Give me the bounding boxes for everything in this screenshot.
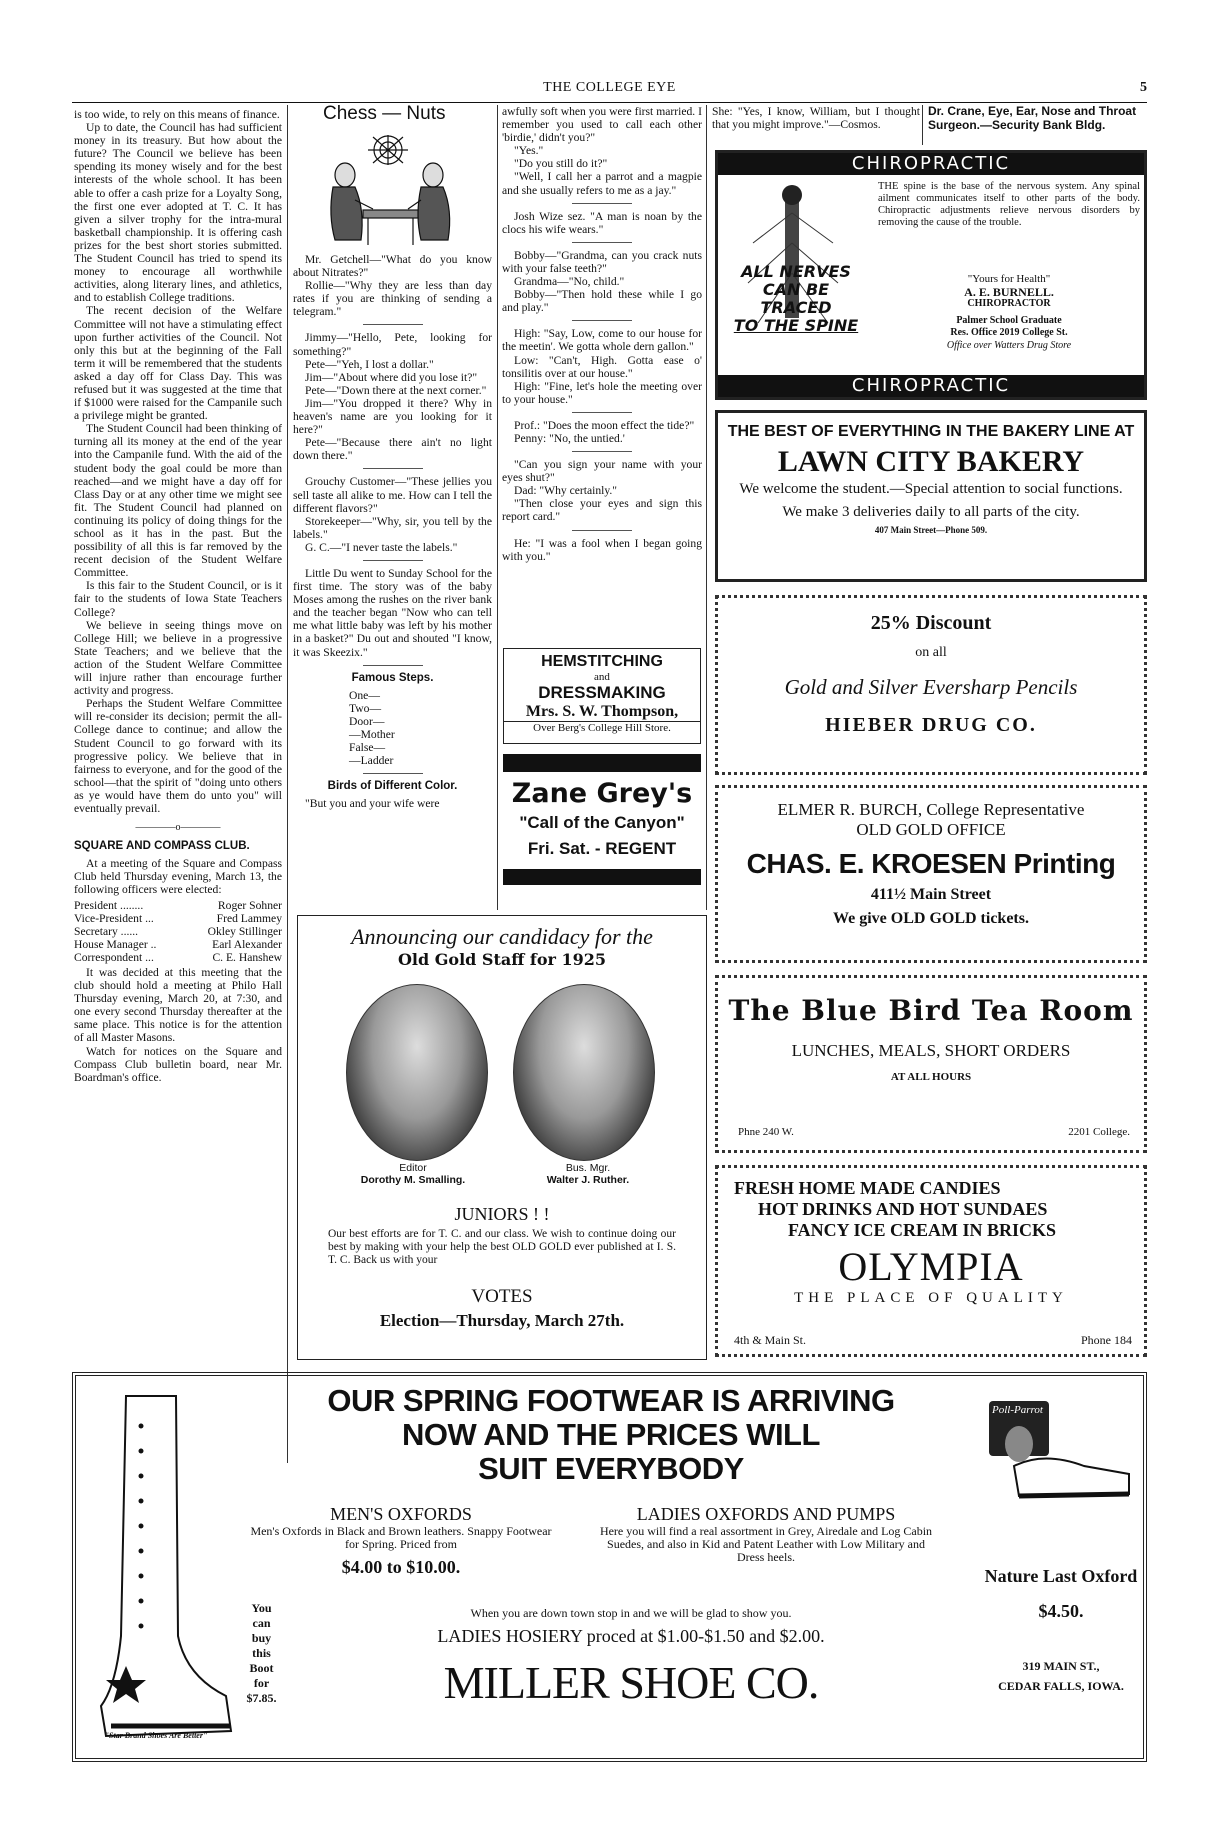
section-heading: Birds of Different Color.	[327, 780, 458, 793]
ad-text: and	[594, 671, 610, 683]
ad-tagline: THE PLACE OF QUALITY	[794, 1290, 1068, 1306]
bakery-name: LAWN CITY BAKERY	[777, 445, 1085, 478]
ad-heading: Old Gold Staff for 1925	[397, 950, 607, 969]
black-bar	[503, 869, 701, 885]
paragraph: The Student Council had been thinking of turning all its money at the end of the year into the Campanile fund. With the aid of the student body the goal could be more than reached—and we might have a day off for Class Day or at any other time we might see fit. The Student Council had planned on continuing its policy of doing things for the school as it has in the past. But the possibility of all this is far removed by the recent decision of the Student Welfare Committee.	[74, 422, 282, 580]
editor-portrait	[346, 984, 488, 1161]
ad-text: AT ALL HOURS	[890, 1071, 972, 1083]
separator: ————o————	[135, 822, 221, 834]
officer-list	[74, 899, 282, 964]
joke-line: awfully soft when you were first married. I remember you used to call each other 'birdie,' didn't you?"	[502, 105, 702, 145]
officer-row: Vice-President ... Fred Lammey	[74, 911, 282, 925]
step-item: False—	[349, 741, 386, 755]
store-name: MILLER SHOE CO.	[443, 1657, 819, 1708]
ad-heading: FANCY ICE CREAM IN BRICKS	[788, 1220, 1057, 1240]
separator	[363, 324, 423, 325]
product: Gold and Silver Eversharp Pencils	[784, 675, 1078, 699]
joke-line: He: "I was a fool when I began going with you."	[502, 536, 702, 563]
ad-body: THE spine is the base of the nervous system. Any spinal ailment communicates itself to other parts of the body. Chiropractic adjustments relieve nervous disorders by removing the cause of the trouble.	[878, 181, 1140, 228]
paragraph: is too wide, to rely on this means of finance.	[74, 108, 280, 121]
paragraph: At a meeting of the Square and Compass Club held Thursday evening, March 13, the following officers were elected:	[74, 857, 282, 897]
step-item: One—	[349, 688, 380, 702]
joke-line: "Well, I call her a parrot and a magpie and she usually refers to me as a jay."	[502, 170, 702, 197]
ad-heading: JUNIORS ! !	[454, 1204, 550, 1224]
joke-line: Pete—"Yeh, I lost a dollar."	[305, 357, 434, 371]
page-header	[72, 80, 1147, 103]
joke-line: Rollie—"Why they are less than day rates if you are thinking of sending a telegram."	[293, 279, 492, 319]
ad-address: 4th & Main St.	[734, 1333, 807, 1347]
ad-text: on all	[915, 645, 947, 660]
ad-heading: Zane Grey's	[511, 778, 693, 809]
kroesen-printing-ad	[715, 785, 1147, 963]
separator	[572, 530, 632, 531]
joke-line: Low: "Can't, High. Gotta ease o' tonsilitis over at our house."	[502, 353, 702, 380]
ad-heading: FRESH HOME MADE CANDIES	[734, 1178, 1001, 1198]
phone: Phne 240 W.	[738, 1126, 794, 1138]
ad-text: OLD GOLD OFFICE	[856, 820, 1006, 839]
store-address: 319 MAIN ST., CEDAR FALLS, IOWA.	[998, 1659, 1124, 1693]
boot-price: You can buy this Boot for $7.85.	[246, 1601, 277, 1705]
joke-line: Bobby—"Grandma, can you crack nuts with your false teeth?"	[502, 248, 702, 275]
practitioner: "Yours for Health" A. E. BURNELL. CHIROPRACTOR Palmer School Graduate Res. Office 2019 College St. Office over Watters Drug Store	[946, 273, 1072, 351]
paragraph: Up to date, the Council has had sufficient money in its treasury. But how about the future? The Council we believe has been spending its money wisely and for the best interests of the whole school. It has been able to offer a cash prize for a Loyalty Song, the first one ever adopted at T. C. It has given a silver trophy for the intra-mural basketball championship. It is offering cash prizes for the best short stories submitted. The Student Council has tried to spend its money to encourage all worthwhile activities, along literary lines, and athletics, and to establish College traditions.	[74, 121, 282, 305]
article-heading: SQUARE AND COMPASS CLUB.	[74, 840, 250, 853]
printer-name: CHAS. E. KROESEN Printing	[746, 848, 1116, 879]
step-item: —Mother	[349, 728, 395, 741]
joke-line: Little Du went to Sunday School for the first time. The story was of the baby Moses among the rushes on the river bank and the teacher began "Now who can tell me what little baby was left by his mother in a basket?" Du out and shouted "I know, it was Skeezix."	[293, 566, 492, 659]
page-number: 5	[1140, 80, 1147, 95]
ad-address: 2201 College.	[1068, 1126, 1130, 1138]
separator	[363, 468, 423, 469]
store-name: HIEBER DRUG CO.	[825, 714, 1037, 736]
separator	[572, 242, 632, 243]
separator	[572, 412, 632, 413]
joke-line: Jimmy—"Hello, Pete, looking for something?"	[293, 331, 492, 358]
column-rule	[287, 105, 288, 1463]
paragraph: The recent decision of the Welfare Committee will not have a stimulating effect upon further activities of the Council. Not only this but at the beginning of the Fall term it will be remembered that the students asked a day off for Class Day. This was refused but it was suggested at the time that if $1000 were raised for the Campanile such a privilege might be granted.	[74, 304, 282, 423]
shoe-name: Nature Last Oxford	[984, 1566, 1138, 1586]
olympia-name: OLYMPIA	[838, 1244, 1024, 1289]
separator	[572, 451, 632, 452]
black-bar	[503, 754, 701, 772]
chess-players-illustration	[293, 105, 492, 253]
hosiery-line: LADIES HOSIERY proced at $1.00-$1.50 and $2.00.	[437, 1626, 825, 1646]
quote-text: She: "Yes, I know, William, but I thought that you might improve."—Cosmos.	[712, 105, 920, 132]
ad-text: We make 3 deliveries daily to all parts of the city.	[782, 504, 1080, 520]
ad-heading: HOT DRINKS AND HOT SUNDAES	[758, 1199, 1048, 1219]
ad-name: Mrs. S. W. Thompson,	[525, 703, 679, 720]
star-brand-slogan: "Star Brand Shoes Are Better"	[104, 1731, 208, 1740]
miller-shoe-ad	[72, 1372, 1147, 1762]
ad-heading: HEMSTITCHING	[541, 653, 663, 670]
joke-line: "Yes."	[514, 144, 544, 158]
section-heading: Famous Steps.	[351, 671, 434, 684]
separator	[363, 560, 423, 561]
joke-line: High: "Fine, let's hole the meeting over to your house."	[502, 379, 702, 406]
ad-text: Our best efforts are for T. C. and our class. We wish to continue doing our best by making with your help the best OLD GOLD ever published at I. S. T. C. Back us with your	[328, 1228, 676, 1266]
brand-logo-text: Poll-Parrot	[992, 1404, 1043, 1416]
officer-row: Secretary ...... Okley Stillinger	[74, 924, 282, 938]
hieber-drug-ad	[715, 595, 1147, 775]
joke-line: Dad: "Why certainly."	[514, 484, 618, 498]
ad-text: When you are down town stop in and we will be glad to show you.	[470, 1606, 792, 1620]
olympia-ad	[715, 1165, 1147, 1357]
ad-text: We give OLD GOLD tickets.	[833, 910, 1029, 927]
discount: 25% Discount	[870, 612, 992, 634]
joke-line: Pete—"Down there at the next corner."	[305, 383, 487, 397]
poll-parrot-illustration	[984, 1396, 1134, 1506]
joke-line: G. C.—"I never taste the labels."	[305, 540, 458, 554]
tea-room-name: The Blue Bird Tea Room	[728, 994, 1134, 1027]
ad-headline: OUR SPRING FOOTWEAR IS ARRIVING NOW AND THE PRICES WILL SUIT EVERYBODY	[327, 1383, 895, 1486]
paragraph: It was decided at this meeting that the club should hold a meeting at Philo Hall Thursday evening, March 20, at 7:30, and one every second Thursday thereafter at the same place. This notice is for the attention of all Master Masons.	[74, 966, 282, 1045]
separator	[572, 203, 632, 204]
joke-line: Storekeeper—"Why, sir, you tell by the labels."	[293, 514, 492, 541]
ad-text: We welcome the student.—Special attention to social functions.	[739, 481, 1123, 497]
ad-text: ELMER R. BURCH, College Representative	[777, 800, 1085, 819]
ad-address: Over Berg's College Hill Store.	[504, 721, 700, 734]
mens-oxfords-section: MEN'S OXFORDS Men's Oxfords in Black and Brown leathers. Snappy Footwear for Spring. Priced from $4.00 to $10.00.	[250, 1504, 552, 1577]
dr-crane-ad: Dr. Crane, Eye, Ear, Nose and Throat Surgeon.—Security Bank Bldg.	[928, 104, 1137, 132]
paragraph: We believe in seeing things move on College Hill; we believe in a progressive State Teachers; and we believe that the action of the Student Welfare Committee will injure rather than encourage further activity and progress.	[74, 618, 282, 698]
cartoon-title: Chess — Nuts	[323, 103, 446, 124]
column-rule	[922, 105, 923, 145]
step-item: —Ladder	[349, 754, 394, 768]
jokes-column-2	[502, 105, 702, 563]
joke-line: Jim—"You dropped it there? Why in heaven's name are you looking for it here?"	[293, 396, 492, 437]
chess-cartoon	[293, 105, 492, 253]
joke-line: Pete—"Because there ain't no light down there."	[293, 436, 492, 463]
ad-heading: THE BEST OF EVERYTHING IN THE BAKERY LINE AT	[727, 423, 1135, 440]
joke-line: Jim—"About where did you lose it?"	[305, 370, 478, 384]
officer-row: House Manager .. Earl Alexander	[74, 937, 282, 951]
joke-line: Mr. Getchell—"What do you know about Nitrates?"	[293, 253, 492, 280]
officer-row: Correspondent ... C. E. Hanshew	[74, 950, 282, 964]
chiropractic-ad	[715, 150, 1147, 400]
column-rule	[706, 105, 707, 910]
joke-line: Bobby—"Then hold these while I go and play."	[502, 288, 702, 315]
separator	[572, 320, 632, 321]
step-item: Two—	[349, 701, 382, 715]
blue-bird-ad	[715, 975, 1147, 1153]
ad-text: LUNCHES, MEALS, SHORT ORDERS	[791, 1041, 1071, 1060]
ad-heading: DRESSMAKING	[538, 683, 666, 702]
column-rule	[497, 105, 498, 910]
ad-heading: Announcing our candidacy for the	[351, 924, 653, 949]
slogan: ALL NERVES CAN BE TRACED TO THE SPINE	[733, 262, 859, 335]
jokes-column	[293, 105, 492, 810]
bakery-ad	[715, 410, 1147, 582]
business-manager-portrait	[513, 984, 655, 1161]
separator	[363, 773, 423, 774]
joke-line: "But you and your wife were	[305, 797, 440, 811]
election-date: Election—Thursday, March 27th.	[379, 1311, 625, 1330]
joke-line: Penny: "No, the untied.'	[514, 431, 625, 445]
joke-line: Grouchy Customer—"These jellies you sell taste all alike to me. How can I tell the different flavors?"	[293, 475, 492, 515]
joke-line: "Do you still do it?"	[514, 157, 608, 171]
paragraph: Is this fair to the Student Council, or is it fair to the students of Iowa State Teachers College?	[74, 579, 282, 619]
officer-row: President ........ Roger Sohner	[74, 898, 282, 912]
joke-line: High: "Say, Low, come to our house for the meetin'. We gotta whole dern gallon."	[502, 327, 702, 354]
ad-address: 407 Main Street—Phone 509.	[874, 525, 988, 535]
old-gold-ad	[297, 915, 707, 1360]
ad-address: 411½ Main Street	[870, 886, 992, 903]
editorial-column	[74, 108, 282, 1084]
steps-list	[293, 689, 492, 768]
ladies-oxfords-section: LADIES OXFORDS AND PUMPS Here you will find a real assortment in Grey, Airedale and Log Cabin Suedes, and also in Kid and Patent Leather with Low Military and Dress heels.	[599, 1504, 933, 1564]
votes-label: VOTES	[471, 1286, 533, 1307]
step-item: Door—	[349, 714, 385, 728]
movie-title: "Call of the Canyon"	[519, 813, 685, 832]
banner: CHIROPRACTIC	[718, 153, 1144, 175]
showing-info: Fri. Sat. - REGENT	[527, 839, 677, 858]
phone: Phone 184	[1081, 1333, 1132, 1347]
separator	[363, 665, 423, 666]
paragraph: Watch for notices on the Square and Compass Club bulletin board, near Mr. Boardman's office.	[74, 1044, 282, 1084]
joke-line: "Can you sign your name with your eyes shut?"	[502, 458, 702, 485]
paragraph: Perhaps the Student Welfare Committee will re-consider its decision; permit the all-College dance to continue; and allow the Student Council to go forward with its progressive policy. We believe that in fairness to everyone, and for the good of the school—that the spirit of "doing unto others as ye would have them do unto you" will eventually prevail.	[74, 697, 282, 815]
hemstitching-ad	[503, 648, 701, 744]
newspaper-title: THE COLLEGE EYE	[543, 80, 676, 95]
joke-line: Grandma—"No, child."	[514, 275, 625, 289]
joke-line: "Then close your eyes and sign this report card."	[502, 497, 702, 524]
zane-grey-ad	[503, 754, 701, 900]
banner: CHIROPRACTIC	[718, 375, 1144, 397]
joke-line: Josh Wize sez. "A man is noan by the clocs his wife wears."	[502, 209, 702, 236]
shoe-price: $4.50.	[1038, 1601, 1084, 1621]
business-manager-caption: Bus. Mgr. Walter J. Ruther.	[546, 1162, 630, 1186]
boot-illustration	[86, 1386, 236, 1756]
editor-caption: Editor Dorothy M. Smalling.	[360, 1162, 466, 1186]
joke-line: Prof.: "Does the moon effect the tide?"	[514, 418, 695, 432]
